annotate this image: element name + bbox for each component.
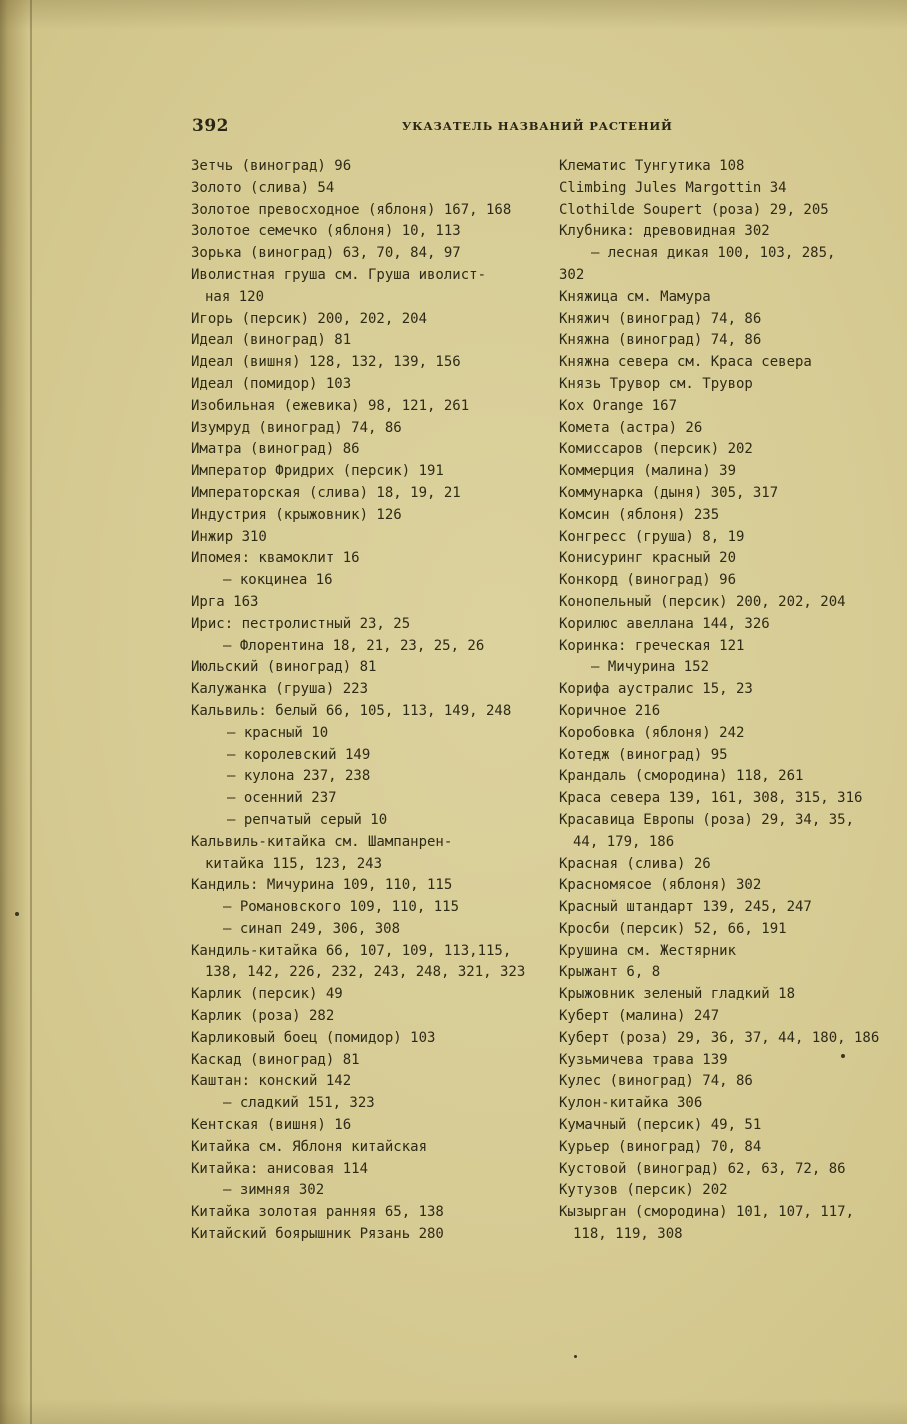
index-entry: Кустовой (виноград) 62, 63, 72, 86	[559, 1160, 846, 1177]
index-entry: Князь Трувор см. Трувор	[559, 375, 753, 392]
index-subentry: — осенний 237	[227, 790, 337, 807]
index-entry: Изобильная (ежевика) 98, 121, 261	[191, 397, 470, 414]
index-entry: Котедж (виноград) 95	[559, 746, 728, 763]
index-entry-continuation: китайка 115, 123, 243	[205, 855, 383, 872]
index-subentry: — кулона 237, 238	[227, 768, 371, 785]
index-entry: Красавица Европы (роза) 29, 34, 35,	[559, 811, 855, 828]
index-entry: Красный штандарт 139, 245, 247	[559, 899, 812, 916]
index-entry: Кызырган (смородина) 101, 107, 117,	[559, 1204, 855, 1221]
index-entry: Иволистная груша см. Груша иволист-	[191, 266, 487, 283]
page-header	[192, 116, 892, 140]
index-entry: Крыжант 6, 8	[559, 964, 661, 981]
running-title: УКАЗАТЕЛЬ НАЗВАНИЙ РАСТЕНИЙ	[402, 119, 673, 133]
index-entry: Курьер (виноград) 70, 84	[559, 1138, 762, 1155]
index-column-right	[559, 156, 899, 1246]
index-entry: Ирис: пестролистный 23, 25	[191, 615, 411, 632]
index-entry: Коричное 216	[559, 702, 661, 719]
index-entry: Краса севера 139, 161, 308, 315, 316	[559, 790, 863, 807]
index-entry: Кандиль-китайка 66, 107, 109, 113,115,	[191, 942, 512, 959]
index-entry: Конгресс (груша) 8, 19	[559, 528, 745, 545]
index-entry: Идеал (помидор) 103	[191, 375, 352, 392]
index-entry: Красная (слива) 26	[559, 855, 711, 872]
index-entry: Красномясое (яблоня) 302	[559, 877, 762, 894]
index-subentry: — Мичурина 152	[591, 659, 710, 676]
index-subentry: — синап 249, 306, 308	[223, 920, 401, 937]
index-entry: Калужанка (груша) 223	[191, 681, 369, 698]
index-entry: Идеал (виноград) 81	[191, 332, 352, 349]
index-entry: Кох Orange 167	[559, 397, 678, 414]
index-subentry: — зимняя 302	[223, 1182, 325, 1199]
index-entry: Княжич (виноград) 74, 86	[559, 310, 762, 327]
index-entry: Карликовый боец (помидор) 103	[191, 1029, 436, 1046]
page-number: 392	[192, 116, 229, 136]
index-entry: Кулес (виноград) 74, 86	[559, 1073, 753, 1090]
index-entry: Каскад (виноград) 81	[191, 1051, 360, 1068]
index-entry: Император Фридрих (персик) 191	[191, 463, 444, 480]
index-entry-continuation: 44, 179, 186	[573, 833, 675, 850]
index-entry: Коммерция (малина) 39	[559, 463, 737, 480]
index-entry: Идеал (вишня) 128, 132, 139, 156	[191, 354, 461, 371]
index-entry: Куберт (роза) 29, 36, 37, 44, 180, 186	[559, 1029, 880, 1046]
index-entry: Императорская (слива) 18, 19, 21	[191, 484, 461, 501]
index-entry: Корилюс авеллана 144, 326	[559, 615, 770, 632]
index-entry: Кулон-китайка 306	[559, 1095, 703, 1112]
index-entry: Коммунарка (дыня) 305, 317	[559, 484, 779, 501]
index-entry: Ирга 163	[191, 593, 259, 610]
index-entry: Куберт (малина) 247	[559, 1008, 720, 1025]
index-entry-continuation: 302	[559, 266, 585, 283]
index-entry: Комиссаров (персик) 202	[559, 441, 753, 458]
index-entry: Клубника: древовидная 302	[559, 223, 770, 240]
index-entry: Кутузов (персик) 202	[559, 1182, 728, 1199]
index-column-left	[191, 156, 541, 1246]
index-entry: Золотое семечко (яблоня) 10, 113	[191, 223, 461, 240]
index-entry: Игорь (персик) 200, 202, 204	[191, 310, 428, 327]
index-entry: Китайка золотая ранняя 65, 138	[191, 1204, 444, 1221]
index-subentry: — репчатый серый 10	[227, 811, 388, 828]
index-entry: Кузьмичева трава 139	[559, 1051, 728, 1068]
index-entry: Конисуринг красный 20	[559, 550, 737, 567]
index-entry: Крушина см. Жестярник	[559, 942, 737, 959]
index-entry: Инжир 310	[191, 528, 267, 545]
index-entry: Кросби (персик) 52, 66, 191	[559, 920, 787, 937]
index-subentry: — сладкий 151, 323	[223, 1095, 375, 1112]
index-entry: Иматра (виноград) 86	[191, 441, 360, 458]
index-entry: Комета (астра) 26	[559, 419, 703, 436]
index-entry: Комсин (яблоня) 235	[559, 506, 720, 523]
index-entry: Коринка: греческая 121	[559, 637, 745, 654]
paper-speck	[15, 912, 19, 916]
index-entry: Кальвиль: белый 66, 105, 113, 149, 248	[191, 702, 512, 719]
index-entry: Clothilde Soupert (роза) 29, 205	[559, 201, 829, 218]
index-entry: Индустрия (крыжовник) 126	[191, 506, 402, 523]
index-entry: Карлик (персик) 49	[191, 986, 343, 1003]
index-entry: Княжица см. Мамура	[559, 288, 711, 305]
index-subentry: — Флорентина 18, 21, 23, 25, 26	[223, 637, 485, 654]
index-entry-continuation: 118, 119, 308	[573, 1226, 683, 1243]
index-entry: Клематис Тунгутика 108	[559, 158, 745, 174]
paper-speck	[574, 1355, 577, 1358]
index-entry: Зорька (виноград) 63, 70, 84, 97	[191, 245, 461, 262]
index-entry: Золото (слива) 54	[191, 179, 335, 196]
index-entry: Climbing Jules Margottin 34	[559, 179, 787, 196]
index-entry: Княжна (виноград) 74, 86	[559, 332, 762, 349]
index-entry: Крандаль (смородина) 118, 261	[559, 768, 804, 785]
index-entry: Каштан: конский 142	[191, 1073, 352, 1090]
index-entry: Июльский (виноград) 81	[191, 659, 377, 676]
index-entry: Изумруд (виноград) 74, 86	[191, 419, 402, 436]
index-entry: Китайский боярышник Рязань 280	[191, 1226, 444, 1243]
index-entry: Коробовка (яблоня) 242	[559, 724, 745, 741]
index-entry: Кумачный (персик) 49, 51	[559, 1117, 762, 1134]
index-entry: Корифа аустралис 15, 23	[559, 681, 753, 698]
paper-speck	[841, 1054, 845, 1058]
index-entry: Золотое превосходное (яблоня) 167, 168	[191, 201, 512, 218]
index-entry: Конкорд (виноград) 96	[559, 572, 737, 589]
index-subentry: — красный 10	[227, 724, 329, 741]
index-entry: Конопельный (персик) 200, 202, 204	[559, 593, 846, 610]
index-entry: Китайка см. Яблоня китайская	[191, 1138, 428, 1155]
index-entry: Кентская (вишня) 16	[191, 1117, 352, 1134]
index-entry: Кандиль: Мичурина 109, 110, 115	[191, 877, 453, 894]
page-spine-shadow	[30, 0, 32, 1424]
index-entry: Крыжовник зеленый гладкий 18	[559, 986, 796, 1003]
index-entry: Кальвиль-китайка см. Шампанрен-	[191, 833, 453, 850]
index-entry-continuation: 138, 142, 226, 232, 243, 248, 321, 323	[205, 964, 526, 981]
index-entry-continuation: ная 120	[205, 288, 265, 305]
index-subentry: — Романовского 109, 110, 115	[223, 899, 460, 916]
index-entry: Китайка: анисовая 114	[191, 1160, 369, 1177]
index-entry: Ипомея: квамоклит 16	[191, 550, 360, 567]
index-subentry: — лесная дикая 100, 103, 285,	[591, 245, 836, 262]
index-entry: Княжна севера см. Краса севера	[559, 354, 812, 371]
index-subentry: — королевский 149	[227, 746, 371, 763]
index-entry: Карлик (роза) 282	[191, 1008, 335, 1025]
index-subentry: — кокцинеа 16	[223, 572, 333, 589]
index-entry: Зетчь (виноград) 96	[191, 158, 352, 174]
